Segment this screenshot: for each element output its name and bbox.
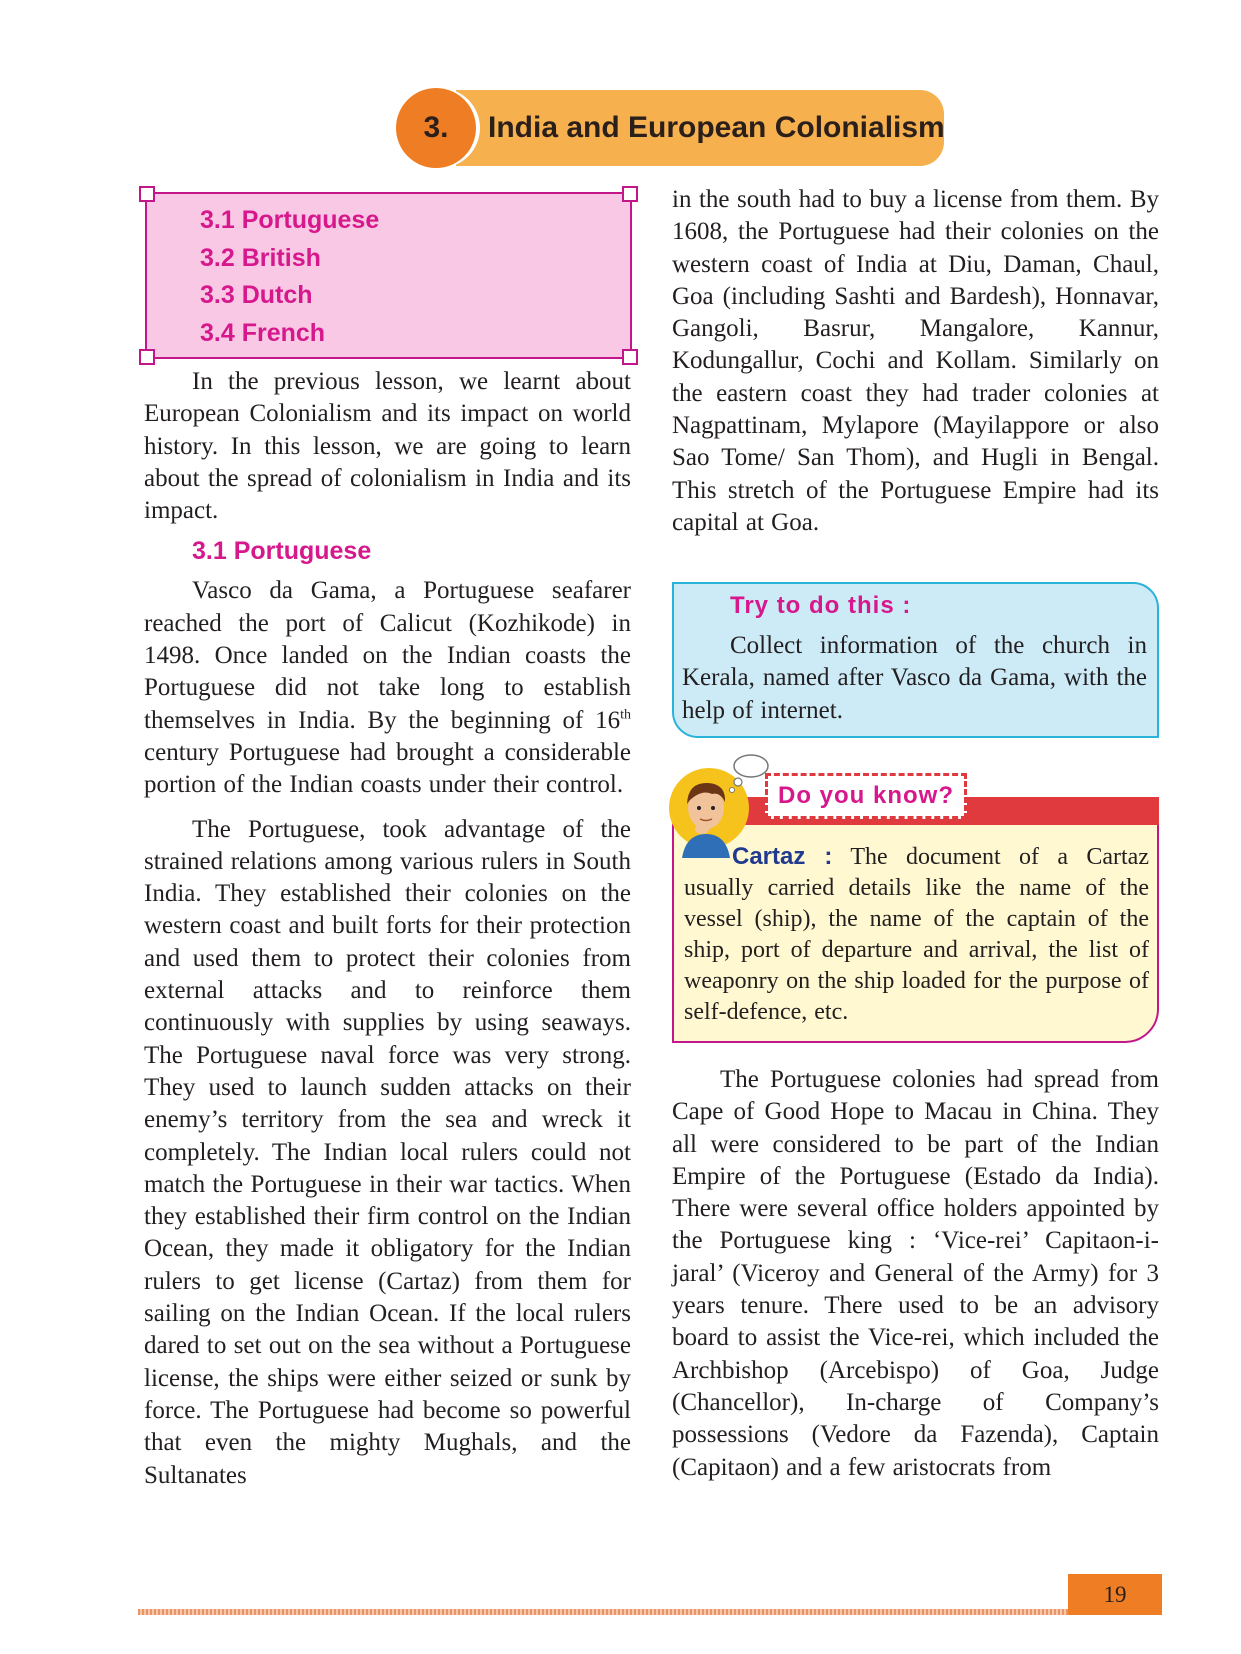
contents-item: 3.2 British	[200, 243, 321, 272]
intro-paragraph: In the previous lesson, we learnt about European Colonialism and its impact on world history. In this lesson, we are going to learn about the spread of colonialism in India and its impact.	[144, 368, 631, 525]
activity-text-wrap	[682, 630, 1147, 727]
contents-list	[200, 202, 379, 352]
do-you-know-label: Do you know?	[765, 773, 967, 819]
do-you-know-text-wrap	[684, 841, 1149, 1028]
chapter-title: India and European Colonialism	[488, 111, 945, 144]
paragraph-text: Vasco da Gama, a Portuguese seafarer reached the port of Calicut (Kozhikode) in 1498. Once landed on the Indian coasts the Portuguese did not take long to establish themselves in India. By the beginning of 16	[144, 577, 631, 734]
right-column-lower	[672, 1064, 1159, 1484]
activity-heading: Try to do this :	[730, 592, 912, 619]
contents-item: 3.1 Portuguese	[200, 206, 380, 234]
paragraph-portuguese-advantage: The Portuguese, took advantage of the strained relations among various rulers in South India. They established their colonies on the western coast and built forts for their protection and used them to protect their colonies from external attacks and to reinforce them continuously with supplies by using seaways. The Portuguese naval force was very strong. They used to launch sudden attacks on their enemy’s territory from the sea and wreck it completely. The Indian local rulers could not match the Portuguese in their war tactics. When they established their firm control on the Indian Ocean, they made it obligatory for the Indian rulers to get license (Cartaz) from them for sailing on the Indian Ocean. If the local rulers dared to set out on the sea without a Portuguese license, the ships were either seized or sunk by force. The Portuguese had become so powerful that even the mighty Mughals, and the Sultanates	[144, 815, 631, 1489]
do-you-know-definition: The document of a Cartaz usually carried details like the name of the vessel (ship), the name of the captain of the ship, port of departure and arrival, the list of weaponry on the ship loaded for the purpose of self-defence, etc.	[684, 844, 1149, 1025]
do-you-know-text	[684, 841, 1149, 1028]
thinking-boy-icon	[668, 752, 788, 862]
corner-ornament	[139, 349, 155, 365]
chapter-banner	[396, 88, 944, 168]
paragraph-portuguese-colonies: in the south had to buy a license from them. By 1608, the Portuguese had their colonies on the western coast of India at Diu, Daman, Chaul, Goa (including Sashti and Bardesh), Honnavar, Gangoli, Basrur, Mangalore, Kannur, Kodungallur, Cochi and Kollam. Similarly on the eastern coast they had trader colonies at Nagpattinam, Mylapore (Mayilappore or also Sao Tome/ San Thom), and Hugli in Bengal. This stretch of the Portuguese Empire had its capital at Goa.	[672, 186, 1159, 536]
paragraph-text: century Portuguese had brought a considerable portion of the Indian coasts under their control.	[144, 738, 631, 799]
paragraph-colonies-spread: The Portuguese colonies had spread from Cape of Good Hope to Macau in China. They all were considered to be part of the Indian Empire of the Portuguese (Estado da India). There were several office holders appointed by the Portuguese king : ‘Vice-rei’ Capitaon-i-jaral’ (Viceroy and General of the Army) for 3 years tenure. There used to be an advisory board to assist the Vice-rei, which included the Archbishop (Arcebispo) of Goa, Judge (Chancellor), In-charge of Company’s possessions (Vedore da Fazenda), Captain (Capitaon) and a few aristocrats from	[672, 1066, 1159, 1481]
chapter-number: 3.	[396, 88, 476, 168]
page-number: 19	[1068, 1574, 1162, 1615]
chapter-contents-box	[145, 192, 632, 359]
footer-rule	[138, 1609, 1068, 1615]
left-column	[144, 366, 631, 1492]
corner-ornament	[622, 349, 638, 365]
superscript: th	[620, 707, 631, 723]
term-cartaz: Cartaz :	[732, 843, 833, 870]
contents-item: 3.4 French	[200, 318, 326, 347]
activity-text: Collect information of the church in Kerala, named after Vasco da Gama, with the help of internet.	[682, 632, 1147, 724]
right-column	[672, 184, 1159, 539]
paragraph-vasco-da-gama	[144, 575, 631, 801]
corner-ornament	[139, 186, 155, 202]
contents-item: 3.3 Dutch	[200, 281, 313, 309]
corner-ornament	[622, 186, 638, 202]
section-heading: 3.1 Portuguese	[192, 537, 372, 566]
activity-box	[672, 582, 1159, 738]
